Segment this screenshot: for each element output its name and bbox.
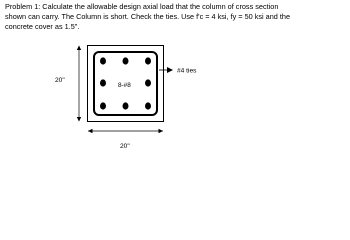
height-dimension-arrow-top [77, 46, 81, 51]
tie-label: #4 ties [177, 67, 197, 75]
width-dimension-arrow-left [88, 129, 93, 133]
width-dimension-label: 20" [120, 143, 130, 150]
height-dimension-arrow-bottom [77, 117, 81, 122]
problem-line-3: concrete cover as 1.5". [5, 22, 80, 32]
problem-line-1: Problem 1: Calculate the allowable design axial load that the column of cross section [5, 2, 279, 11]
bar-bottom-right [145, 102, 151, 109]
bar-mid-left [100, 79, 106, 86]
bar-mid-right [145, 79, 151, 86]
bar-bottom-center [123, 102, 129, 109]
height-dimension-label: 20" [55, 77, 65, 84]
bar-top-right [145, 57, 151, 64]
width-dimension-arrow-right [159, 129, 164, 133]
bar-top-left [100, 57, 106, 64]
bar-bottom-left [100, 102, 106, 109]
bars-label: 8-#8 [118, 82, 131, 89]
problem-line-2: shown can carry. The Column is short. Check the ties. Use f'c = 4 ksi, fy = 50 ksi and the [5, 12, 291, 22]
bar-top-center [123, 57, 129, 64]
